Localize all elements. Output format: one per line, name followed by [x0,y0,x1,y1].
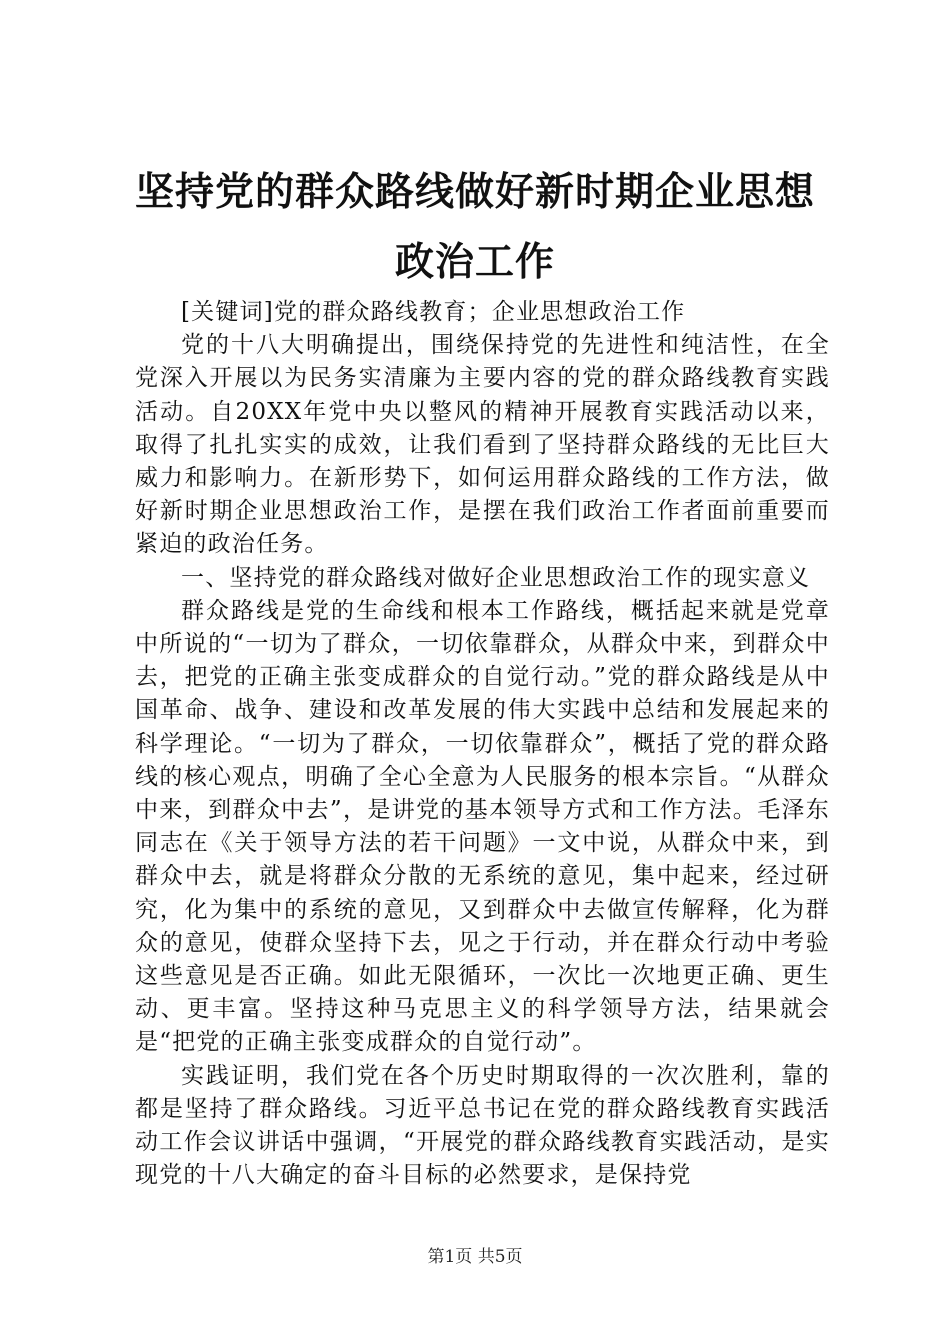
document-title: 坚持党的群众路线做好新时期企业思想政治工作 [134,170,815,285]
body-paragraph: 群众路线是党的生命线和根本工作路线，概括起来就是党章中所说的“一切为了群众，一切依靠群众，从群众中来，到群众中去，把党的正确主张变成群众的自觉行动。”党的群众路线是从中国革命、战争、建设和改革发展的伟大实践中总结和发展起来的科学理论。“一切为了群众，一切依靠群众”，概括了党的群众路线的核心观点，明确了全心全意为人民服务的根本宗旨。“从群众中来，到群众中去”，是讲党的基本领导方式和工作方法。毛泽东同志在《关于领导方法的若干问题》一文中说，从群众中来，到群众中去，就是将群众分散的无系统的意见，集中起来，经过研究，化为集中的系统的意见，又到群众中去做宣传解释，化为群众的意见，使群众坚持下去，见之于行动，并在群众行动中考验这些意见是否正确。如此无限循环，一次比一次地更正确、更生动、更丰富。坚持这种马克思主义的科学领导方法，结果就会是“把党的正确主张变成群众的自觉行动”。 [135,597,830,1056]
body-paragraph: 实践证明，我们党在各个历史时期取得的一次次胜利，靠的都是坚持了群众路线。习近平总书记在党的群众路线教育实践活动工作会议讲话中强调，“开展党的群众路线教育实践活动，是实现党的十八大确定的奋斗目标的必然要求，是保持党 [135,1062,830,1189]
document-body [135,296,830,1192]
page-footer: 第1页 共5页 [427,1247,523,1267]
keywords-paragraph: [关键词]党的群众路线教育；企业思想政治工作 [181,299,686,325]
body-paragraph: 党的十八大明确提出，围绕保持党的先进性和纯洁性，在全党深入开展以为民务实清廉为主要内容的党的群众路线教育实践活动。自20XX年党中央以整风的精神开展教育实践活动以来，取得了扎扎实实的成效，让我们看到了坚持群众路线的无比巨大威力和影响力。在新形势下，如何运用群众路线的工作方法，做好新时期企业思想政治工作，是摆在我们政治工作者面前重要而紧迫的政治任务。 [135,332,830,558]
section-heading: 一、坚持党的群众路线对做好企业思想政治工作的现实意义 [181,564,811,591]
